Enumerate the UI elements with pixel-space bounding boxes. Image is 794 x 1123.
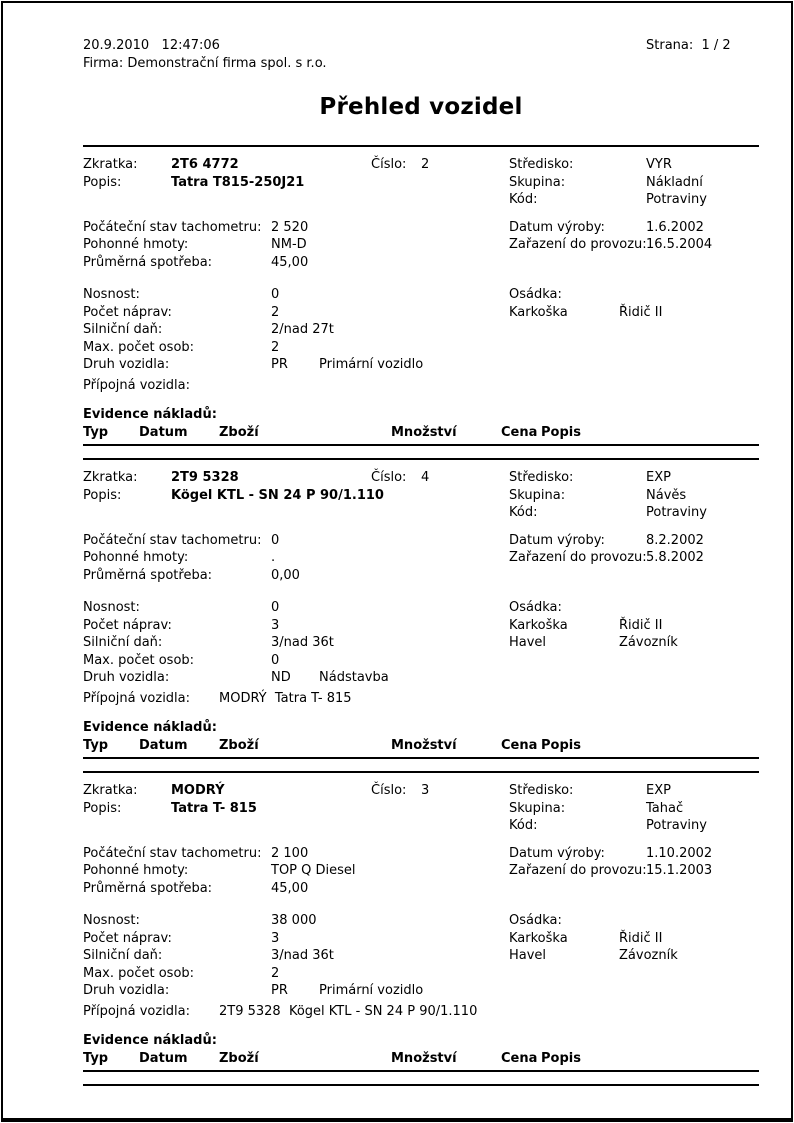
section-divider xyxy=(83,145,759,147)
tachometr-label: Počáteční stav tachometru: xyxy=(83,219,262,235)
silnicni-dan-row xyxy=(83,321,759,339)
druh-vozidla-nazev: Primární vozidlo xyxy=(319,357,424,372)
pohonne-hmoty-value: . xyxy=(271,550,276,565)
stredisko-label: Středisko: xyxy=(509,157,574,172)
kod-label: Kód: xyxy=(509,818,538,833)
kod-label: Kód: xyxy=(509,505,538,520)
col-mnozstvi: Množství xyxy=(391,1050,457,1066)
popis-label: Popis: xyxy=(83,800,122,816)
silnicni-dan-value: 3/nad 36t xyxy=(271,635,334,650)
zkratka-label: Zkratka: xyxy=(83,157,138,172)
spotreba-label: Průměrná spotřeba: xyxy=(83,254,213,270)
zarazeni-label: Zařazení do provozu: xyxy=(509,863,647,878)
datum-vyroby-label: Datum výroby: xyxy=(509,532,605,548)
nosnost-value: 0 xyxy=(271,287,280,302)
pripojna-vozidla-value: MODRÝ Tatra T- 815 xyxy=(219,690,352,706)
bottom-divider xyxy=(83,1084,759,1086)
cislo-value: 2 xyxy=(421,157,430,172)
col-mnozstvi: Množství xyxy=(391,424,457,440)
zarazeni-label: Zařazení do provozu: xyxy=(509,550,647,565)
nosnost-row xyxy=(83,599,759,617)
nosnost-value: 0 xyxy=(271,600,280,615)
silnicni-dan-value: 2/nad 27t xyxy=(271,322,334,337)
pocet-naprav-value: 2 xyxy=(271,304,280,320)
zkratka-value: 2T6 4772 xyxy=(171,157,239,172)
osadka-label: Osádka: xyxy=(509,913,562,928)
evidence-nakladu-heading xyxy=(83,406,759,424)
zarazeni-label: Zařazení do provozu: xyxy=(509,237,647,252)
crew-role: Řidič II xyxy=(619,617,663,633)
zarazeni-value: 15.1.2003 xyxy=(646,863,713,878)
pocet-naprav-value: 3 xyxy=(271,930,280,946)
spotreba-value: 45,00 xyxy=(271,254,309,270)
kod-value: Potraviny xyxy=(646,818,707,833)
druh-vozidla-nazev: Nádstavba xyxy=(319,670,389,685)
datum-vyroby-label: Datum výroby: xyxy=(509,219,605,235)
col-zbozi: Zboží xyxy=(219,424,259,440)
pripojna-vozidla-value: 2T9 5328 Kögel KTL - SN 24 P 90/1.110 xyxy=(219,1003,478,1019)
pocet-naprav-label: Počet náprav: xyxy=(83,617,172,633)
evidence-nakladu-label: Evidence nákladů: xyxy=(83,720,217,735)
stredisko-value: EXP xyxy=(646,783,671,798)
pohonne-hmoty-value: TOP Q Diesel xyxy=(271,863,356,878)
skupina-label: Skupina: xyxy=(509,800,566,816)
nosnost-row xyxy=(83,286,759,304)
stredisko-value: EXP xyxy=(646,470,671,485)
company-name: Firma: Demonstrační firma spol. s r.o. xyxy=(83,55,327,71)
table-header-underline xyxy=(83,757,759,759)
col-cena: Cena xyxy=(501,737,538,753)
druh-vozidla-label: Druh vozidla: xyxy=(83,357,170,372)
popis-value: Tatra T815-250J21 xyxy=(171,174,305,190)
zkratka-value: 2T9 5328 xyxy=(171,470,239,485)
kod-label: Kód: xyxy=(509,192,538,207)
pohonne-hmoty-label: Pohonné hmoty: xyxy=(83,550,189,565)
pripojna-vozidla-label: Přípojná vozidla: xyxy=(83,377,191,393)
crew-name: Havel xyxy=(509,948,547,963)
pocet-naprav-label: Počet náprav: xyxy=(83,304,172,320)
max-pocet-osob-row xyxy=(83,652,759,670)
tachometr-label: Počáteční stav tachometru: xyxy=(83,845,262,861)
vehicle-popis-row xyxy=(83,174,759,192)
vehicle-kod-row xyxy=(83,504,759,522)
costs-table-header xyxy=(83,424,759,442)
pohonne-hmoty-row xyxy=(83,862,759,880)
nosnost-row xyxy=(83,912,759,930)
popis-value: Tatra T- 815 xyxy=(171,800,257,816)
pripojna-vozidla-row xyxy=(83,377,759,395)
nosnost-label: Nosnost: xyxy=(83,913,140,928)
zkratka-value: MODRÝ xyxy=(171,783,225,798)
nosnost-value: 38 000 xyxy=(271,913,317,928)
silnicni-dan-value: 3/nad 36t xyxy=(271,948,334,963)
max-pocet-osob-value: 2 xyxy=(271,965,280,981)
crew-role: Závozník xyxy=(619,948,678,963)
evidence-nakladu-label: Evidence nákladů: xyxy=(83,1033,217,1048)
pocet-naprav-row xyxy=(83,617,759,635)
col-cena: Cena xyxy=(501,1050,538,1066)
pohonne-hmoty-value: NM-D xyxy=(271,237,307,252)
druh-vozidla-nazev: Primární vozidlo xyxy=(319,983,424,998)
pocet-naprav-value: 3 xyxy=(271,617,280,633)
col-typ: Typ xyxy=(83,1050,109,1066)
pripojna-vozidla-label: Přípojná vozidla: xyxy=(83,690,191,706)
stredisko-label: Středisko: xyxy=(509,470,574,485)
crew-role: Řidič II xyxy=(619,930,663,946)
crew-name: Karkoška xyxy=(509,930,568,946)
max-pocet-osob-row xyxy=(83,965,759,983)
costs-table-header xyxy=(83,737,759,755)
cislo-value: 3 xyxy=(421,783,430,798)
silnicni-dan-label: Silniční daň: xyxy=(83,322,163,337)
kod-value: Potraviny xyxy=(646,192,707,207)
silnicni-dan-label: Silniční daň: xyxy=(83,948,163,963)
col-typ: Typ xyxy=(83,424,109,440)
col-popis: Popis xyxy=(541,1050,581,1066)
nosnost-label: Nosnost: xyxy=(83,600,140,615)
report-header-row-2 xyxy=(83,55,759,73)
section-divider xyxy=(83,458,759,460)
col-zbozi: Zboží xyxy=(219,737,259,753)
col-cena: Cena xyxy=(501,424,538,440)
col-popis: Popis xyxy=(541,737,581,753)
tachometr-value: 0 xyxy=(271,532,280,548)
report-header-row-1 xyxy=(83,37,759,55)
table-header-underline xyxy=(83,1070,759,1072)
max-pocet-osob-value: 2 xyxy=(271,339,280,355)
crew-role: Závozník xyxy=(619,635,678,650)
pocet-naprav-row xyxy=(83,930,759,948)
costs-table-header xyxy=(83,1050,759,1068)
cislo-label: Číslo: xyxy=(371,783,407,798)
col-typ: Typ xyxy=(83,737,109,753)
pohonne-hmoty-row xyxy=(83,236,759,254)
crew-role: Řidič II xyxy=(619,304,663,320)
spotreba-row xyxy=(83,567,759,585)
pohonne-hmoty-label: Pohonné hmoty: xyxy=(83,237,189,252)
tachometr-row xyxy=(83,219,759,237)
zarazeni-value: 16.5.2004 xyxy=(646,237,713,252)
vehicle-head-row xyxy=(83,782,759,800)
col-mnozstvi: Množství xyxy=(391,737,457,753)
silnicni-dan-row xyxy=(83,634,759,652)
druh-vozidla-row xyxy=(83,356,759,374)
druh-vozidla-kod: PR xyxy=(271,357,288,372)
druh-vozidla-row xyxy=(83,669,759,687)
col-datum: Datum xyxy=(139,1050,188,1066)
druh-vozidla-row xyxy=(83,982,759,1000)
cislo-label: Číslo: xyxy=(371,470,407,485)
crew-name: Karkoška xyxy=(509,304,568,320)
tachometr-row xyxy=(83,845,759,863)
pripojna-vozidla-label: Přípojná vozidla: xyxy=(83,1003,191,1019)
popis-label: Popis: xyxy=(83,487,122,503)
evidence-nakladu-heading xyxy=(83,719,759,737)
cislo-value: 4 xyxy=(421,470,430,485)
datum-vyroby-label: Datum výroby: xyxy=(509,845,605,861)
crew-name: Havel xyxy=(509,635,547,650)
vehicle-kod-row xyxy=(83,817,759,835)
skupina-label: Skupina: xyxy=(509,487,566,503)
druh-vozidla-kod: ND xyxy=(271,670,291,685)
vehicle-popis-row xyxy=(83,487,759,505)
pohonne-hmoty-label: Pohonné hmoty: xyxy=(83,863,189,878)
zkratka-label: Zkratka: xyxy=(83,783,138,798)
max-pocet-osob-row xyxy=(83,339,759,357)
vehicle-head-row xyxy=(83,156,759,174)
cislo-label: Číslo: xyxy=(371,157,407,172)
col-datum: Datum xyxy=(139,737,188,753)
osadka-label: Osádka: xyxy=(509,287,562,302)
kod-value: Potraviny xyxy=(646,505,707,520)
spotreba-value: 0,00 xyxy=(271,567,300,583)
crew-name: Karkoška xyxy=(509,617,568,633)
max-pocet-osob-label: Max. počet osob: xyxy=(83,339,195,355)
max-pocet-osob-label: Max. počet osob: xyxy=(83,965,195,981)
pohonne-hmoty-row xyxy=(83,549,759,567)
stredisko-label: Středisko: xyxy=(509,783,574,798)
zkratka-label: Zkratka: xyxy=(83,470,138,485)
section-divider xyxy=(83,771,759,773)
osadka-label: Osádka: xyxy=(509,600,562,615)
datum-vyroby-value: 1.10.2002 xyxy=(646,845,713,861)
pocet-naprav-row xyxy=(83,304,759,322)
skupina-value: Tahač xyxy=(646,800,684,816)
druh-vozidla-label: Druh vozidla: xyxy=(83,670,170,685)
vehicle-section-2 xyxy=(83,458,759,759)
pripojna-vozidla-row xyxy=(83,690,759,708)
col-zbozi: Zboží xyxy=(219,1050,259,1066)
evidence-nakladu-label: Evidence nákladů: xyxy=(83,407,217,422)
zarazeni-value: 5.8.2002 xyxy=(646,550,704,565)
tachometr-value: 2 520 xyxy=(271,219,309,235)
silnicni-dan-row xyxy=(83,947,759,965)
popis-value: Kögel KTL - SN 24 P 90/1.110 xyxy=(171,487,384,503)
col-popis: Popis xyxy=(541,424,581,440)
vehicle-popis-row xyxy=(83,800,759,818)
max-pocet-osob-value: 0 xyxy=(271,652,280,668)
druh-vozidla-label: Druh vozidla: xyxy=(83,983,170,998)
vehicle-kod-row xyxy=(83,191,759,209)
evidence-nakladu-heading xyxy=(83,1032,759,1050)
col-datum: Datum xyxy=(139,424,188,440)
print-datetime: 20.9.2010 12:47:06 xyxy=(83,38,220,53)
pocet-naprav-label: Počet náprav: xyxy=(83,930,172,946)
datum-vyroby-value: 8.2.2002 xyxy=(646,532,704,548)
tachometr-row xyxy=(83,532,759,550)
spotreba-label: Průměrná spotřeba: xyxy=(83,880,213,896)
vehicle-section-1 xyxy=(83,145,759,446)
pripojna-vozidla-row xyxy=(83,1003,759,1021)
skupina-value: Nákladní xyxy=(646,174,703,190)
max-pocet-osob-label: Max. počet osob: xyxy=(83,652,195,668)
tachometr-label: Počáteční stav tachometru: xyxy=(83,532,262,548)
vehicle-section-3 xyxy=(83,771,759,1072)
silnicni-dan-label: Silniční daň: xyxy=(83,635,163,650)
skupina-label: Skupina: xyxy=(509,174,566,190)
spotreba-label: Průměrná spotřeba: xyxy=(83,567,213,583)
nosnost-label: Nosnost: xyxy=(83,287,140,302)
spotreba-row xyxy=(83,254,759,272)
vehicle-head-row xyxy=(83,469,759,487)
report-title: Přehled vozidel xyxy=(319,94,523,120)
popis-label: Popis: xyxy=(83,174,122,190)
datum-vyroby-value: 1.6.2002 xyxy=(646,219,704,235)
druh-vozidla-kod: PR xyxy=(271,983,288,998)
page-number: Strana: 1 / 2 xyxy=(646,38,731,53)
tachometr-value: 2 100 xyxy=(271,845,309,861)
stredisko-value: VYR xyxy=(646,157,672,172)
report-content xyxy=(83,3,759,1086)
table-header-underline xyxy=(83,444,759,446)
report-page xyxy=(1,1,793,1122)
spotreba-value: 45,00 xyxy=(271,880,309,896)
spotreba-row xyxy=(83,880,759,898)
skupina-value: Návěs xyxy=(646,487,687,503)
